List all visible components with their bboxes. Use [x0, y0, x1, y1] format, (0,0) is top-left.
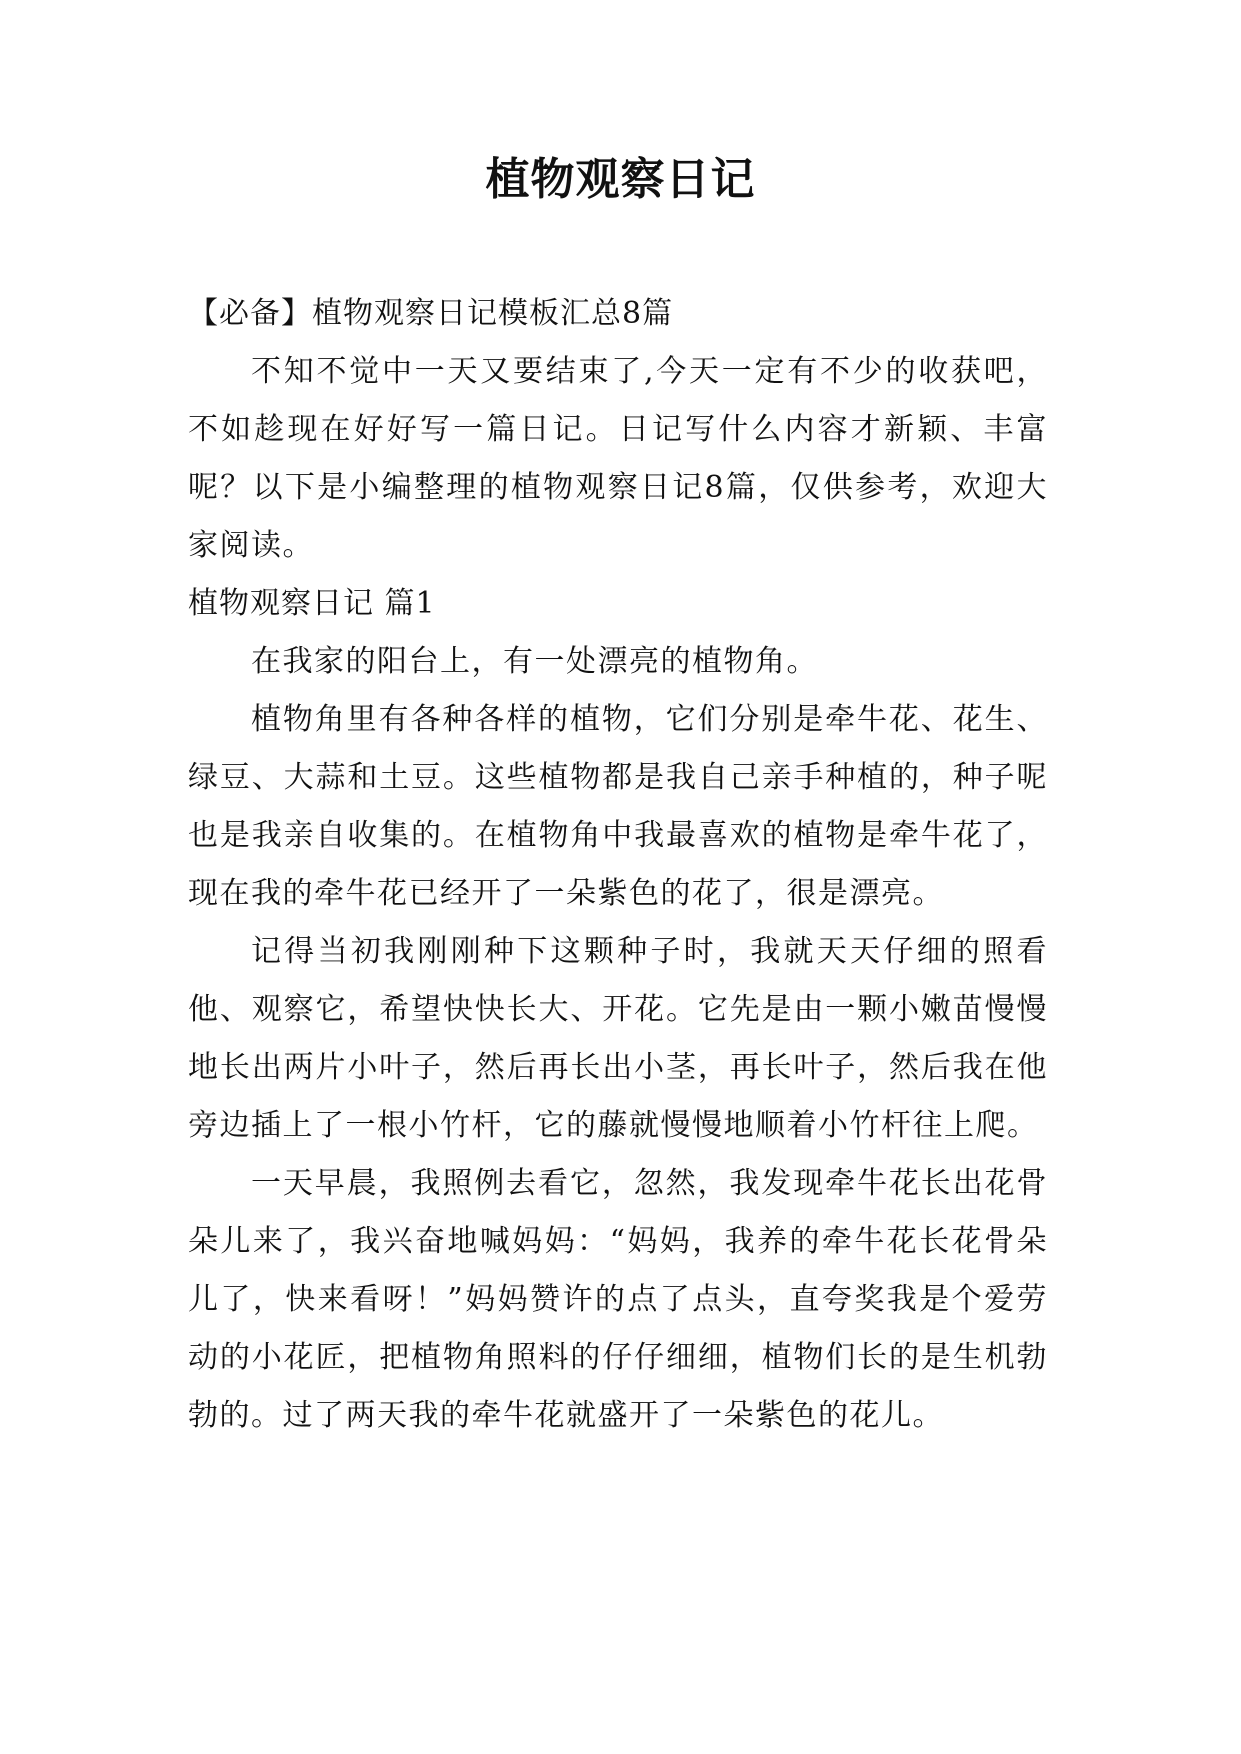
document-subtitle: 【必备】植物观察日记模板汇总8篇 — [188, 296, 674, 331]
body-paragraph: 记得当初我刚刚种下这颗种子时，我就天天仔细的照看他、观察它，希望快快长大、开花。它先是由一颗小嫩苗慢慢地长出两片小叶子，然后再长出小茎，再长叶子，然后我在他旁边插上了一根小竹杆，它的藤就慢慢地顺着小竹杆往上爬。 — [188, 934, 1048, 1143]
body-paragraph: 一天早晨，我照例去看它，忽然，我发现牵牛花长出花骨朵儿来了，我兴奋地喊妈妈：“妈妈，我养的牵牛花长花骨朵儿了，快来看呀！”妈妈赞许的点了点头，直夸奖我是个爱劳动的小花匠，把植物角照料的仔仔细细，植物们长的是生机勃勃的。过了两天我的牵牛花就盛开了一朵紫色的花儿。 — [188, 1166, 1048, 1433]
document-title: 植物观察日记 — [485, 154, 756, 205]
section-heading: 植物观察日记 篇1 — [188, 586, 436, 621]
body-paragraph: 在我家的阳台上，有一处漂亮的植物角。 — [251, 644, 818, 679]
body-paragraph: 植物角里有各种各样的植物，它们分别是牵牛花、花生、绿豆、大蒜和土豆。这些植物都是我自己亲手种植的，种子呢也是我亲自收集的。在植物角中我最喜欢的植物是牵牛花了，现在我的牵牛花已经开了一朵紫色的花了，很是漂亮。 — [188, 702, 1048, 911]
document-body — [188, 285, 1048, 1445]
intro-paragraph: 不知不觉中一天又要结束了,今天一定有不少的收获吧，不如趁现在好好写一篇日记。日记写什么内容才新颖、丰富呢？以下是小编整理的植物观察日记8篇，仅供参考，欢迎大家阅读。 — [188, 354, 1048, 563]
